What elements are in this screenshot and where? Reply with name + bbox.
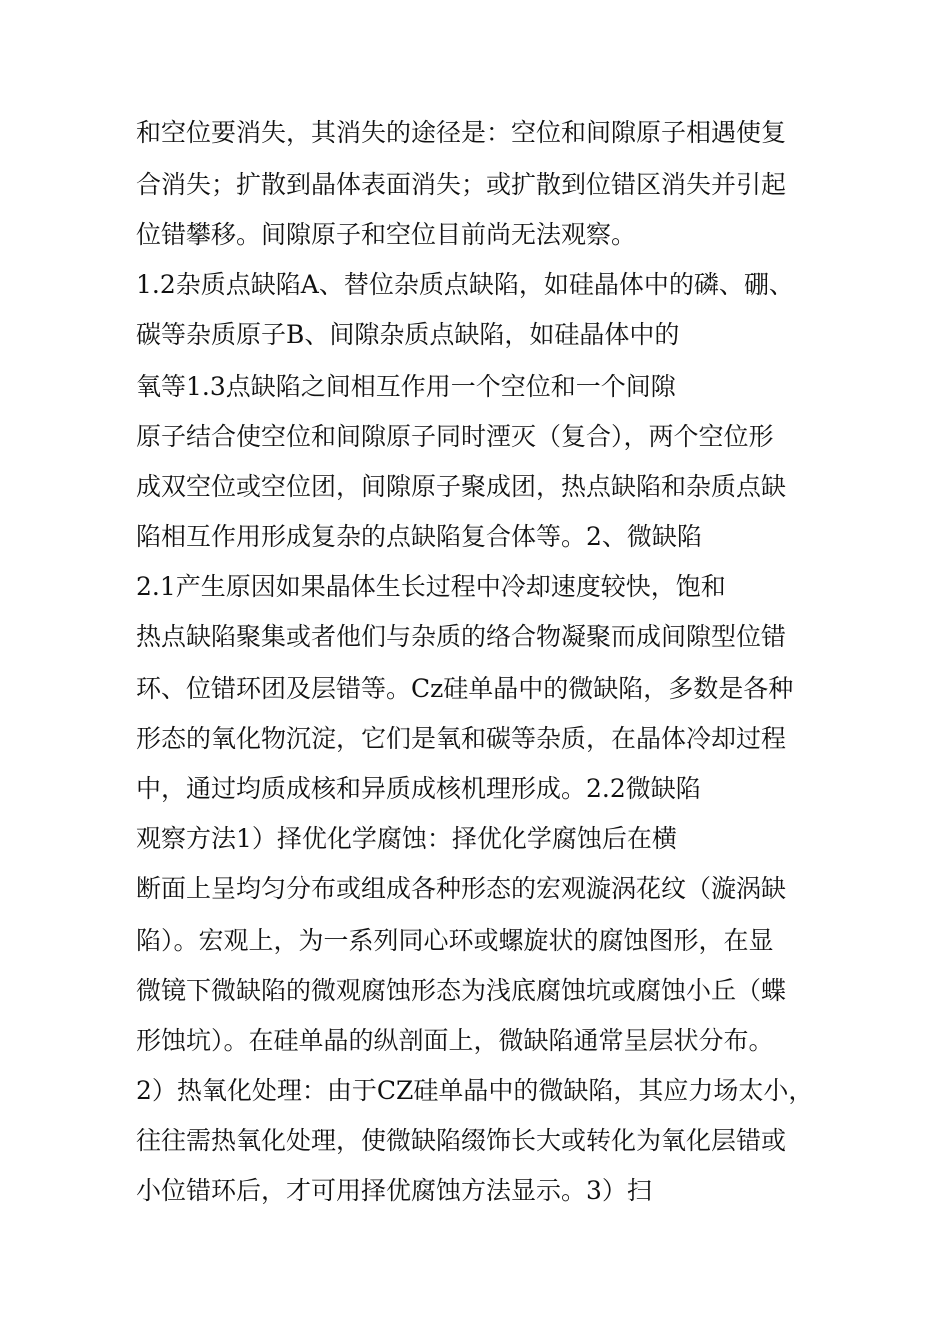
text-line: 微镜下微缺陷的微观腐蚀形态为浅底腐蚀坑或腐蚀小丘（蝶 [136,976,787,1005]
text-line: 形态的氧化物沉淀，它们是氧和碳等杂质，在晶体冷却过程 [136,724,787,753]
text-line: 环、位错环团及层错等。Cz硅单晶中的微缺陷，多数是各种 [136,674,794,703]
text-line: 位错攀移。间隙原子和空位目前尚无法观察。 [136,220,637,249]
text-line: 和空位要消失，其消失的途径是：空位和间隙原子相遇使复 [136,118,787,147]
text-line: 合消失；扩散到晶体表面消失；或扩散到位错区消失并引起 [136,170,787,199]
text-line: 原子结合使空位和间隙原子同时湮灭（复合），两个空位形 [136,422,774,451]
text-line: 1.2杂质点缺陷A、替位杂质点缺陷，如硅晶体中的磷、硼、 [136,270,794,299]
text-line: 断面上呈均匀分布或组成各种形态的宏观漩涡花纹（漩涡缺 [136,874,787,903]
text-line: 形蚀坑）。在硅单晶的纵剖面上，微缺陷通常呈层状分布。 [136,1026,774,1055]
text-line: 往往需热氧化处理，使微缺陷缀饰长大或转化为氧化层错或 [136,1126,787,1155]
text-line: 陷）。宏观上，为一系列同心环或螺旋状的腐蚀图形，在显 [136,926,774,955]
text-line: 碳等杂质原子B、间隙杂质点缺陷，如硅晶体中的 [136,320,680,349]
text-line: 2.1产生原因如果晶体生长过程中冷却速度较快，饱和 [136,572,726,601]
text-line: 热点缺陷聚集或者他们与杂质的络合物凝聚而成间隙型位错 [136,622,787,651]
text-line: 氧等1.3点缺陷之间相互作用一个空位和一个间隙 [136,372,676,401]
text-line: 陷相互作用形成复杂的点缺陷复合体等。2、微缺陷 [136,522,702,551]
text-line: 观察方法1）择优化学腐蚀：择优化学腐蚀后在横 [136,824,677,853]
text-line: 2）热氧化处理：由于CZ硅单晶中的微缺陷，其应力场太小， [136,1076,814,1105]
text-line: 中，通过均质成核和异质成核机理形成。2.2微缺陷 [136,774,701,803]
text-line: 小位错环后，才可用择优腐蚀方法显示。3）扫 [136,1176,652,1205]
text-line: 成双空位或空位团，间隙原子聚成团，热点缺陷和杂质点缺 [136,472,787,501]
